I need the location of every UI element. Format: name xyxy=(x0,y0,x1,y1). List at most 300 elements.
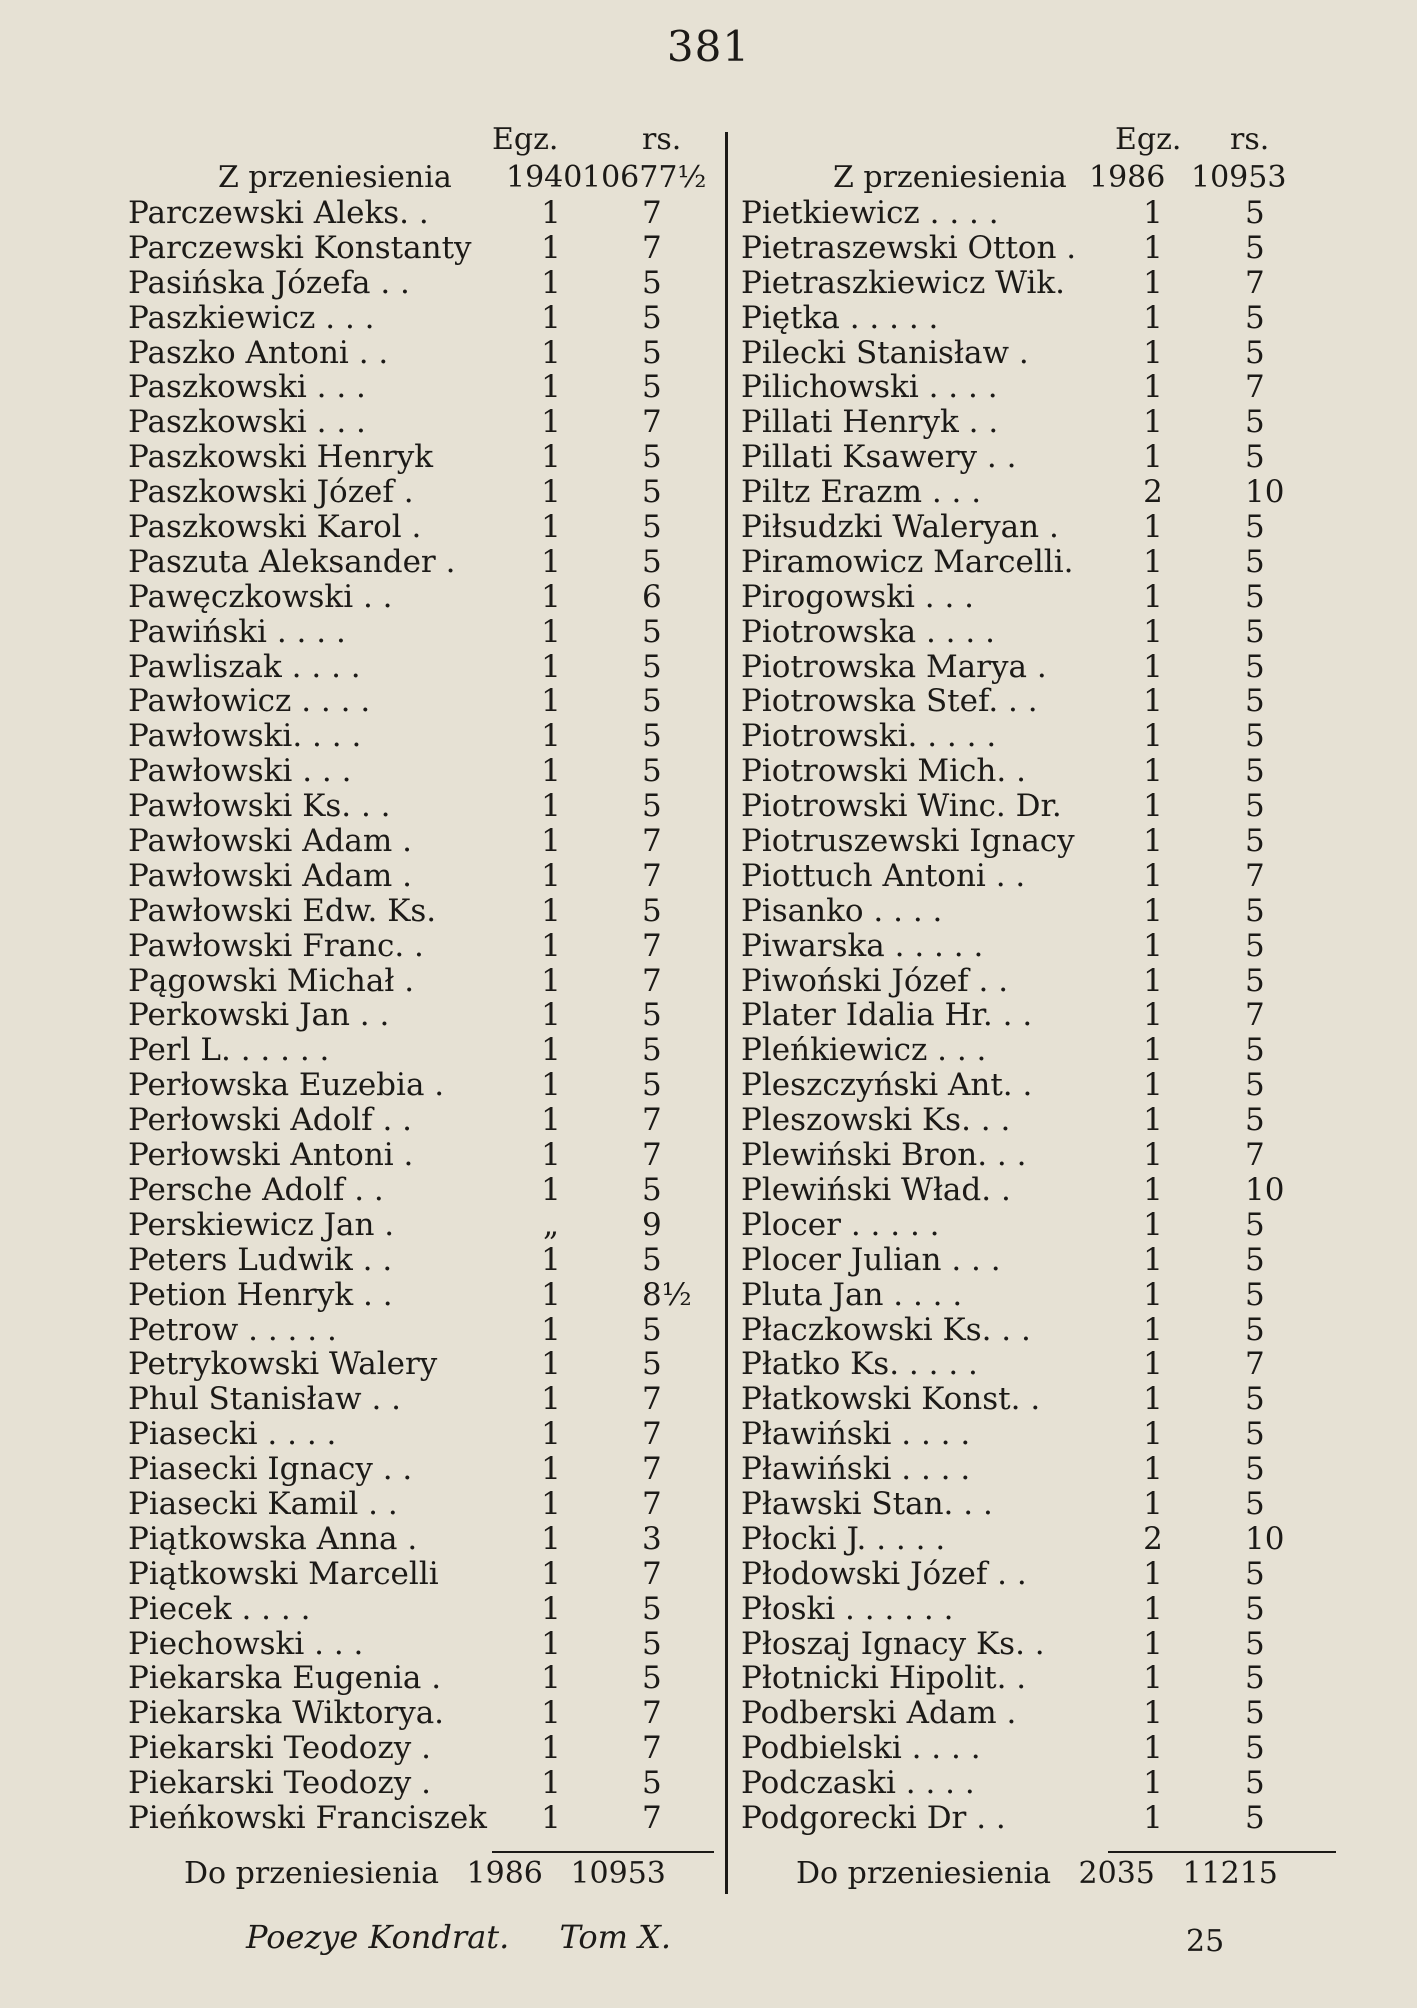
list-item xyxy=(735,1731,1295,1766)
subscriber-name: Pleńkiewicz . . . xyxy=(741,1032,987,1069)
subscriber-name: Pillati Ksawery . . xyxy=(741,439,1017,476)
left-sum-rule xyxy=(492,1851,714,1853)
copies-count: 1 xyxy=(1143,1241,1163,1278)
amount-rubles: 5 xyxy=(642,1241,662,1278)
copies-count: 1 xyxy=(541,1590,561,1627)
list-item xyxy=(122,650,722,685)
list-item xyxy=(122,580,722,615)
amount-rubles: 5 xyxy=(642,753,662,790)
list-item xyxy=(122,1173,722,1208)
list-item xyxy=(122,1487,722,1522)
amount-rubles: 5 xyxy=(1245,1799,1265,1836)
copies-count: 1 xyxy=(1143,1067,1163,1104)
list-item xyxy=(122,196,722,231)
list-item xyxy=(735,998,1295,1033)
list-item xyxy=(122,1417,722,1452)
list-item xyxy=(122,1138,722,1173)
subscriber-name: Piltz Erazm . . . xyxy=(741,474,982,511)
subscriber-name: Pietraszkiewicz Wik. xyxy=(741,264,1066,301)
subscriber-name: Płodowski Józef . . xyxy=(741,1555,1027,1592)
subscriber-name: Perskiewicz Jan . xyxy=(128,1206,395,1243)
amount-rubles: 5 xyxy=(1245,753,1265,790)
right-carry-out-count: 2035 xyxy=(1078,1856,1155,1891)
amount-rubles: 5 xyxy=(1245,1241,1265,1278)
list-item xyxy=(122,1801,722,1836)
amount-rubles: 5 xyxy=(642,509,662,546)
right-carry-out xyxy=(796,1856,1296,1891)
copies-count: 1 xyxy=(1143,1381,1163,1418)
amount-rubles: 7 xyxy=(642,1451,662,1488)
list-item xyxy=(122,1208,722,1243)
copies-count: 2 xyxy=(1143,474,1163,511)
amount-rubles: 5 xyxy=(1245,892,1265,929)
list-item xyxy=(122,1243,722,1278)
amount-rubles: 5 xyxy=(1245,718,1265,755)
copies-count: 1 xyxy=(1143,229,1163,266)
subscriber-name: Piętka . . . . . xyxy=(741,299,939,336)
list-item xyxy=(735,1103,1295,1138)
subscriber-name: Perkowski Jan . . xyxy=(128,997,390,1034)
subscriber-name: Piasecki . . . . xyxy=(128,1416,337,1453)
list-item xyxy=(122,266,722,301)
copies-count: 1 xyxy=(541,1346,561,1383)
copies-count: 2 xyxy=(1143,1520,1163,1557)
list-item xyxy=(122,336,722,371)
copies-count: 1 xyxy=(1143,439,1163,476)
subscriber-name: Pawłowski . . . xyxy=(128,753,352,790)
copies-count: 1 xyxy=(541,1137,561,1174)
list-item xyxy=(735,1173,1295,1208)
list-item xyxy=(122,1592,722,1627)
amount-rubles: 5 xyxy=(642,613,662,650)
copies-count: 1 xyxy=(541,195,561,231)
subscriber-name: Pluta Jan . . . . xyxy=(741,1276,963,1313)
amount-rubles: 5 xyxy=(642,892,662,929)
list-item xyxy=(735,754,1295,789)
copies-count: 1 xyxy=(541,264,561,301)
right-carry-in-count: 1986 xyxy=(1089,160,1166,195)
subscriber-name: Paszuta Aleksander . xyxy=(128,543,456,580)
list-item xyxy=(735,1801,1295,1836)
list-item xyxy=(735,475,1295,510)
subscriber-name: Piotrowski Winc. Dr. xyxy=(741,788,1062,825)
subscriber-name: Piątkowski Marcelli xyxy=(128,1555,439,1592)
copies-count: 1 xyxy=(541,1381,561,1418)
copies-count: 1 xyxy=(541,892,561,929)
copies-count: 1 xyxy=(1143,683,1163,720)
subscriber-name: Piekarska Eugenia . xyxy=(128,1660,442,1697)
copies-count: 1 xyxy=(1143,264,1163,301)
copies-count: 1 xyxy=(1143,718,1163,755)
amount-rubles: 3 xyxy=(642,1520,662,1557)
subscriber-name: Pietkiewicz . . . . xyxy=(741,195,999,231)
left-carry-in-label: Z przeniesienia xyxy=(218,160,452,195)
subscriber-name: Piekarski Teodozy . xyxy=(128,1730,432,1767)
subscriber-name: Pawłowski Franc. . xyxy=(128,927,424,964)
list-item xyxy=(735,1696,1295,1731)
subscriber-name: Parczewski Konstanty xyxy=(128,229,472,266)
subscriber-name: Perl L. . . . . . xyxy=(128,1032,330,1069)
amount-rubles: 5 xyxy=(1245,229,1265,266)
list-item xyxy=(122,1382,722,1417)
list-item xyxy=(735,964,1295,999)
copies-count: 1 xyxy=(541,1416,561,1453)
subscriber-name: Plewiński Bron. . . xyxy=(741,1137,1027,1174)
subscriber-name: Plewiński Wład. . xyxy=(741,1171,1011,1208)
left-unit-egz: Egz. xyxy=(492,122,559,157)
left-carry-out-amount: 10953 xyxy=(570,1856,666,1891)
amount-rubles: 7 xyxy=(642,1555,662,1592)
amount-rubles: 5 xyxy=(1245,1381,1265,1418)
list-item xyxy=(122,231,722,266)
right-carry-out-label: Do przeniesienia xyxy=(796,1856,1051,1891)
list-item xyxy=(122,1557,722,1592)
amount-rubles: 7 xyxy=(642,404,662,441)
amount-rubles: 5 xyxy=(1245,613,1265,650)
copies-count: 1 xyxy=(541,1451,561,1488)
subscriber-name: Płatkowski Konst. . xyxy=(741,1381,1041,1418)
list-item xyxy=(735,545,1295,580)
list-item xyxy=(735,266,1295,301)
list-item xyxy=(122,405,722,440)
list-item xyxy=(735,1347,1295,1382)
subscriber-name: Płocki J. . . . . xyxy=(741,1520,946,1557)
copies-count: 1 xyxy=(1143,1695,1163,1732)
copies-count: 1 xyxy=(1143,1625,1163,1662)
copies-count: 1 xyxy=(1143,1311,1163,1348)
list-item xyxy=(122,719,722,754)
subscriber-name: Perłowski Antoni . xyxy=(128,1137,414,1174)
copies-count: 1 xyxy=(1143,1590,1163,1627)
amount-rubles: 5 xyxy=(1245,1625,1265,1662)
amount-rubles: 7 xyxy=(642,962,662,999)
copies-count: 1 xyxy=(1143,648,1163,685)
list-item xyxy=(122,545,722,580)
amount-rubles: 7 xyxy=(1245,997,1265,1034)
subscriber-name: Pietraszewski Otton . xyxy=(741,229,1077,266)
list-item xyxy=(735,929,1295,964)
list-item xyxy=(122,894,722,929)
list-item xyxy=(122,1068,722,1103)
subscriber-name: Plater Idalia Hr. . . xyxy=(741,997,1033,1034)
page-number: 381 xyxy=(666,22,751,71)
copies-count: 1 xyxy=(541,404,561,441)
list-item xyxy=(735,1522,1295,1557)
list-item xyxy=(122,615,722,650)
list-item xyxy=(735,1278,1295,1313)
list-item xyxy=(735,1487,1295,1522)
amount-rubles: 5 xyxy=(1245,1102,1265,1139)
list-item xyxy=(122,789,722,824)
copies-count: 1 xyxy=(541,1067,561,1104)
subscriber-name: Płoski . . . . . . xyxy=(741,1590,954,1627)
subscriber-name: Podgorecki Dr . . xyxy=(741,1799,1006,1836)
amount-rubles: 7 xyxy=(1245,369,1265,406)
copies-count: 1 xyxy=(1143,1171,1163,1208)
right-sum-rule xyxy=(1108,1851,1336,1853)
right-units-header xyxy=(735,120,1295,160)
copies-count: 1 xyxy=(1143,1730,1163,1767)
amount-rubles: 5 xyxy=(1245,1416,1265,1453)
right-carry-out-amount: 11215 xyxy=(1182,1856,1278,1891)
amount-rubles: 5 xyxy=(642,439,662,476)
subscriber-name: Paszkiewicz . . . xyxy=(128,299,375,336)
subscriber-name: Pławiński . . . . xyxy=(741,1416,971,1453)
subscriber-name: Płoszaj Ignacy Ks. . xyxy=(741,1625,1045,1662)
amount-rubles: 5 xyxy=(642,299,662,336)
amount-rubles: 5 xyxy=(1245,1695,1265,1732)
amount-rubles: 5 xyxy=(642,264,662,301)
amount-rubles: 5 xyxy=(1245,1485,1265,1522)
copies-count: 1 xyxy=(541,1695,561,1732)
subscriber-name: Pławiński . . . . xyxy=(741,1451,971,1488)
amount-rubles: 7 xyxy=(642,1485,662,1522)
subscriber-name: Pawęczkowski . . xyxy=(128,578,393,615)
column-divider xyxy=(725,132,728,1894)
amount-rubles: 5 xyxy=(1245,404,1265,441)
signature-title: Poezye Kondrat. xyxy=(246,1918,510,1956)
copies-count: 1 xyxy=(541,1555,561,1592)
subscriber-name: Podberski Adam . xyxy=(741,1695,1017,1732)
copies-count: 1 xyxy=(1143,1032,1163,1069)
subscriber-name: Piotrowska Stef. . . xyxy=(741,683,1038,720)
amount-rubles: 5 xyxy=(1245,1660,1265,1697)
list-item xyxy=(735,1243,1295,1278)
copies-count: 1 xyxy=(541,857,561,894)
copies-count: 1 xyxy=(541,1276,561,1313)
amount-rubles: 7 xyxy=(1245,857,1265,894)
copies-count: 1 xyxy=(541,1032,561,1069)
copies-count: „ xyxy=(542,1206,560,1243)
subscriber-name: Piotruszewski Ignacy xyxy=(741,823,1075,860)
copies-count: 1 xyxy=(1143,299,1163,336)
left-carry-out-label: Do przeniesienia xyxy=(184,1856,439,1891)
copies-count: 1 xyxy=(541,823,561,860)
subscriber-name: Piwarska . . . . . xyxy=(741,927,984,964)
list-item xyxy=(122,1278,722,1313)
copies-count: 1 xyxy=(1143,1416,1163,1453)
copies-count: 1 xyxy=(541,578,561,615)
left-units-header xyxy=(122,120,722,160)
amount-rubles: 7 xyxy=(642,1102,662,1139)
list-item xyxy=(735,1313,1295,1348)
list-item xyxy=(735,405,1295,440)
subscriber-name: Paszkowski Henryk xyxy=(128,439,434,476)
sheet-number: 25 xyxy=(1186,1924,1225,1959)
list-item xyxy=(735,301,1295,336)
copies-count: 1 xyxy=(1143,404,1163,441)
amount-rubles: 5 xyxy=(1245,1032,1265,1069)
copies-count: 1 xyxy=(541,1765,561,1802)
list-item xyxy=(122,1731,722,1766)
subscriber-name: Pieńkowski Franciszek xyxy=(128,1799,487,1836)
right-carry-in xyxy=(735,160,1295,196)
list-item xyxy=(122,1661,722,1696)
subscriber-name: Pilecki Stanisław . xyxy=(741,334,1029,371)
subscriber-name: Pilichowski . . . . xyxy=(741,369,998,406)
amount-rubles: 7 xyxy=(642,1381,662,1418)
amount-rubles: 5 xyxy=(1245,299,1265,336)
copies-count: 1 xyxy=(1143,962,1163,999)
copies-count: 1 xyxy=(541,927,561,964)
subscriber-name: Pągowski Michał . xyxy=(128,962,415,999)
copies-count: 1 xyxy=(1143,1451,1163,1488)
amount-rubles: 10 xyxy=(1245,1171,1285,1208)
subscriber-name: Piecek . . . . xyxy=(128,1590,311,1627)
list-item xyxy=(122,684,722,719)
copies-count: 1 xyxy=(541,1241,561,1278)
subscriber-name: Paszkowski . . . xyxy=(128,369,366,406)
copies-count: 1 xyxy=(541,509,561,546)
list-item xyxy=(735,580,1295,615)
copies-count: 1 xyxy=(1143,1346,1163,1383)
subscriber-name: Piłsudzki Waleryan . xyxy=(741,509,1059,546)
copies-count: 1 xyxy=(1143,1660,1163,1697)
amount-rubles: 7 xyxy=(642,195,662,231)
list-item xyxy=(735,719,1295,754)
subscriber-name: Piechowski . . . xyxy=(128,1625,364,1662)
left-carry-out-count: 1986 xyxy=(466,1856,543,1891)
list-item xyxy=(735,1452,1295,1487)
list-item xyxy=(735,231,1295,266)
amount-rubles: 5 xyxy=(642,1311,662,1348)
list-item xyxy=(735,1417,1295,1452)
right-carry-in-amount: 10953 xyxy=(1191,160,1287,195)
amount-rubles: 5 xyxy=(642,648,662,685)
copies-count: 1 xyxy=(541,1311,561,1348)
subscriber-name: Pisanko . . . . xyxy=(741,892,943,929)
copies-count: 1 xyxy=(541,1102,561,1139)
list-item xyxy=(122,1103,722,1138)
amount-rubles: 10 xyxy=(1245,1520,1285,1557)
amount-rubles: 7 xyxy=(1245,1346,1265,1383)
amount-rubles: 5 xyxy=(642,334,662,371)
list-item xyxy=(735,1766,1295,1801)
copies-count: 1 xyxy=(541,613,561,650)
subscriber-name: Pawłowski Adam . xyxy=(128,823,413,860)
list-item xyxy=(735,1208,1295,1243)
list-item xyxy=(735,1557,1295,1592)
amount-rubles: 5 xyxy=(1245,1730,1265,1767)
amount-rubles: 5 xyxy=(1245,962,1265,999)
copies-count: 1 xyxy=(541,962,561,999)
amount-rubles: 7 xyxy=(1245,1137,1265,1174)
amount-rubles: 5 xyxy=(1245,1206,1265,1243)
list-item xyxy=(735,824,1295,859)
subscriber-name: Pasińska Józefa . . xyxy=(128,264,410,301)
amount-rubles: 5 xyxy=(642,1660,662,1697)
list-item xyxy=(735,1661,1295,1696)
copies-count: 1 xyxy=(1143,1102,1163,1139)
printer-signature xyxy=(246,1918,711,1956)
amount-rubles: 5 xyxy=(642,997,662,1034)
copies-count: 1 xyxy=(541,229,561,266)
copies-count: 1 xyxy=(541,718,561,755)
amount-rubles: 7 xyxy=(642,1730,662,1767)
list-item xyxy=(122,1627,722,1662)
amount-rubles: 5 xyxy=(1245,927,1265,964)
list-item xyxy=(735,1627,1295,1662)
list-item xyxy=(122,1347,722,1382)
subscriber-name: Petion Henryk . . xyxy=(128,1276,393,1313)
amount-rubles: 7 xyxy=(642,857,662,894)
list-item xyxy=(735,650,1295,685)
list-item xyxy=(122,929,722,964)
subscriber-name: Piwoński Józef . . xyxy=(741,962,1009,999)
copies-count: 1 xyxy=(1143,195,1163,231)
amount-rubles: 8½ xyxy=(642,1276,692,1313)
copies-count: 1 xyxy=(541,474,561,511)
copies-count: 1 xyxy=(1143,927,1163,964)
list-item xyxy=(735,336,1295,371)
list-item xyxy=(122,754,722,789)
list-item xyxy=(735,1033,1295,1068)
amount-rubles: 5 xyxy=(1245,683,1265,720)
subscriber-name: Piotrowska . . . . xyxy=(741,613,995,650)
copies-count: 1 xyxy=(1143,509,1163,546)
subscriber-name: Pleszczyński Ant. . xyxy=(741,1067,1033,1104)
subscriber-name: Perłowski Adolf . . xyxy=(128,1102,413,1139)
subscriber-name: Podczaski . . . . xyxy=(741,1765,975,1802)
copies-count: 1 xyxy=(541,683,561,720)
subscriber-name: Peters Ludwik . . xyxy=(128,1241,393,1278)
copies-count: 1 xyxy=(541,543,561,580)
amount-rubles: 10 xyxy=(1245,474,1285,511)
left-list xyxy=(122,196,722,1836)
amount-rubles: 5 xyxy=(642,474,662,511)
subscriber-name: Pawiński . . . . xyxy=(128,613,346,650)
left-carry-in-amount: 10677½ xyxy=(582,160,707,195)
copies-count: 1 xyxy=(1143,334,1163,371)
subscriber-name: Pawłowicz . . . . xyxy=(128,683,371,720)
subscriber-name: Piekarska Wiktorya. xyxy=(128,1695,445,1732)
copies-count: 1 xyxy=(1143,788,1163,825)
subscriber-name: Piottuch Antoni . . xyxy=(741,857,1026,894)
copies-count: 1 xyxy=(1143,1555,1163,1592)
list-item xyxy=(735,440,1295,475)
subscriber-name: Pławski Stan. . . xyxy=(741,1485,993,1522)
list-item xyxy=(122,1313,722,1348)
amount-rubles: 5 xyxy=(1245,788,1265,825)
signature-volume: Tom X. xyxy=(559,1918,672,1956)
amount-rubles: 5 xyxy=(642,1765,662,1802)
amount-rubles: 5 xyxy=(1245,543,1265,580)
amount-rubles: 5 xyxy=(1245,1590,1265,1627)
list-item xyxy=(735,196,1295,231)
list-item xyxy=(735,615,1295,650)
subscriber-name: Paszkowski Józef . xyxy=(128,474,414,511)
copies-count: 1 xyxy=(541,1485,561,1522)
right-column xyxy=(735,120,1295,1836)
subscriber-name: Pawłowski Adam . xyxy=(128,857,413,894)
list-item xyxy=(735,1382,1295,1417)
copies-count: 1 xyxy=(1143,578,1163,615)
list-item xyxy=(122,964,722,999)
copies-count: 1 xyxy=(541,369,561,406)
amount-rubles: 5 xyxy=(1245,195,1265,231)
copies-count: 1 xyxy=(1143,1137,1163,1174)
subscriber-name: Plocer . . . . . xyxy=(741,1206,940,1243)
copies-count: 1 xyxy=(1143,1485,1163,1522)
list-item xyxy=(122,440,722,475)
subscriber-name: Plocer Julian . . . xyxy=(741,1241,1001,1278)
list-item xyxy=(122,1766,722,1801)
amount-rubles: 5 xyxy=(1245,1311,1265,1348)
copies-count: 1 xyxy=(1143,369,1163,406)
subscriber-name: Podbielski . . . . xyxy=(741,1730,981,1767)
copies-count: 1 xyxy=(541,1799,561,1836)
list-item xyxy=(122,998,722,1033)
